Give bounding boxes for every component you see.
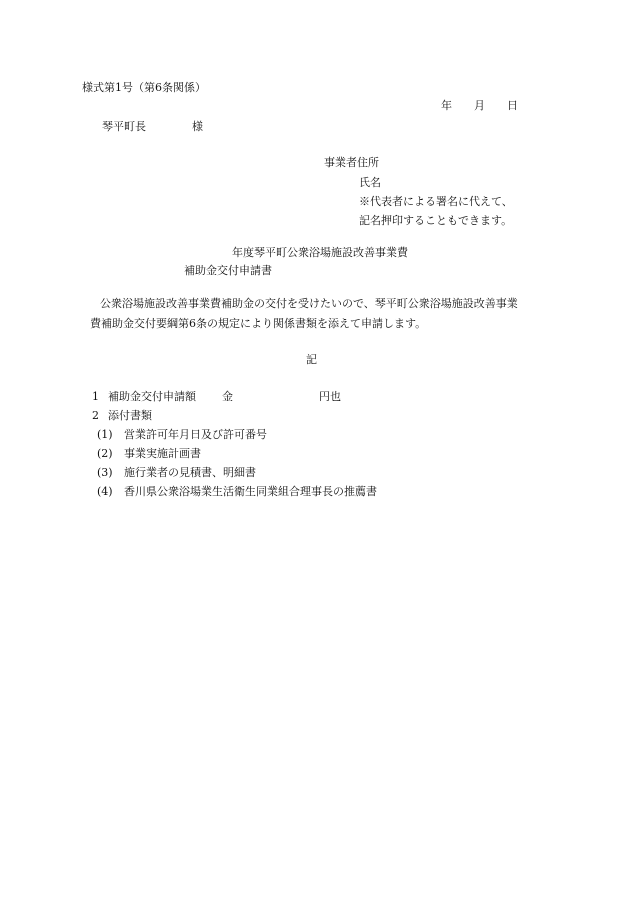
attachment-text: 香川県公衆浴場業生活衛生同業組合理事長の推薦書 — [124, 485, 377, 498]
attachment-text: 施行業者の見積書、明細書 — [124, 466, 256, 479]
attachment-item — [97, 448, 201, 459]
document-title-line1: 年度琴平町公衆浴場施設改善事業費 — [232, 246, 408, 259]
signature-note-line2: 記名押印することもできます。 — [359, 214, 513, 227]
date-day: 日 — [507, 99, 518, 112]
attachment-number: (2) — [97, 447, 113, 460]
ki-heading: 記 — [306, 353, 317, 366]
addressee-name: 琴平町長 — [102, 120, 146, 133]
applicant-name-label: 氏名 — [359, 176, 381, 189]
attachment-item — [97, 429, 267, 440]
date-year: 年 — [441, 99, 452, 112]
item-label: 添付書類 — [108, 409, 152, 422]
addressee — [102, 121, 203, 132]
attachment-number: (3) — [97, 466, 113, 479]
item-label: 補助金交付申請額 — [108, 390, 196, 403]
form-number: 様式第1号（第6条関係） — [82, 81, 206, 94]
item-application-amount — [92, 391, 341, 402]
attachment-item — [97, 467, 256, 478]
addressee-honorific: 様 — [192, 120, 203, 133]
amount-suffix: 円也 — [319, 390, 341, 403]
item-number: 1 — [92, 390, 99, 403]
amount-prefix: 金 — [222, 390, 233, 403]
attachment-number: (4) — [97, 485, 113, 498]
body-text-line1: 公衆浴場施設改善事業費補助金の交付を受けたいので、琴平町公衆浴場施設改善事業 — [100, 297, 518, 310]
attachment-item — [97, 486, 377, 497]
item-attachments — [92, 410, 152, 421]
attachment-number: (1) — [97, 428, 113, 441]
document-title-line2: 補助金交付申請書 — [184, 264, 272, 277]
body-text-line2: 費補助金交付要綱第6条の規定により関係書類を添えて申請します。 — [90, 317, 427, 330]
attachment-text: 事業実施計画書 — [124, 447, 201, 460]
date-line — [441, 100, 518, 111]
applicant-address-label: 事業者住所 — [324, 156, 379, 169]
signature-note-line1: ※代表者による署名に代えて、 — [359, 195, 513, 208]
item-number: 2 — [92, 409, 99, 422]
attachment-text: 営業許可年月日及び許可番号 — [124, 428, 267, 441]
date-month: 月 — [474, 99, 485, 112]
